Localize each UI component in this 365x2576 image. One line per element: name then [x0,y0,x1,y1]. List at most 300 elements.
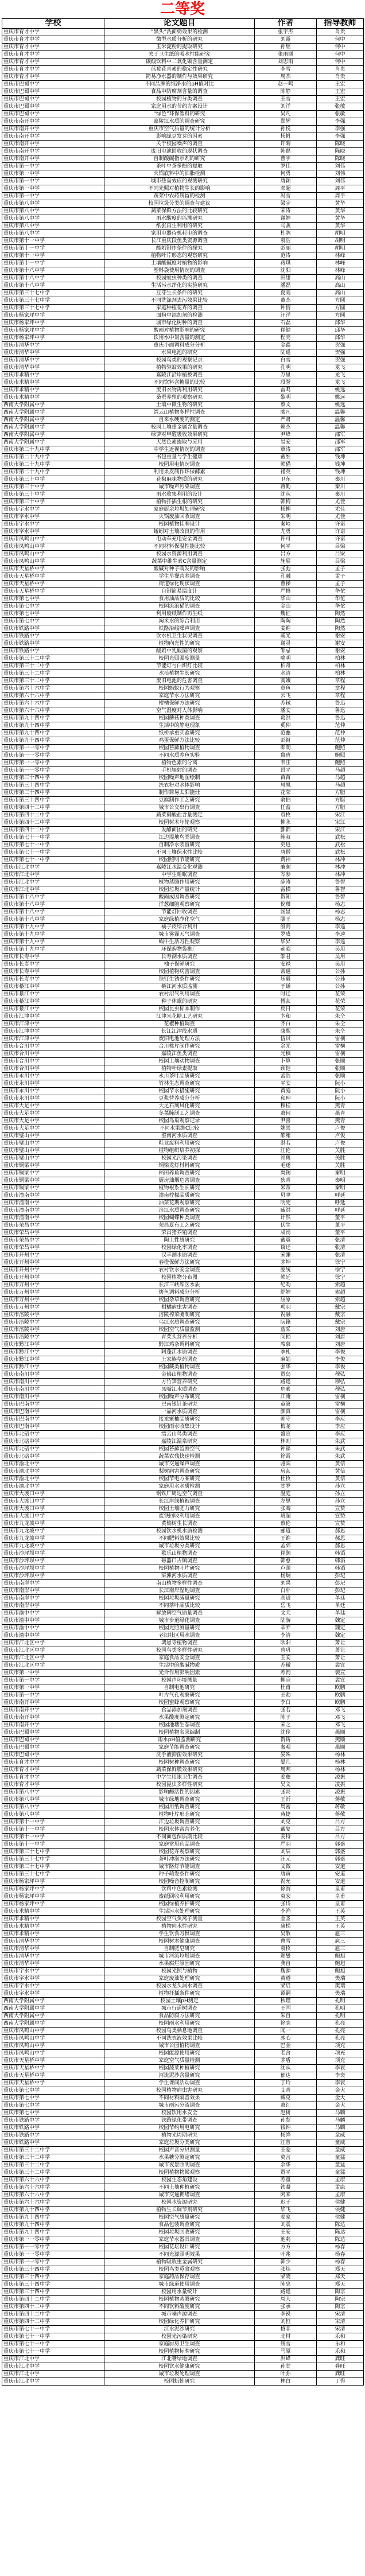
cell-school: 重庆市巴蜀中学 [2,111,104,118]
cell-paper-title: 蔬菜中农药残留的检测 [104,193,255,200]
cell-teacher: 萧让 [317,1640,364,1647]
cell-school: 重庆市第八中学 [2,1796,104,1804]
table-row [2,1863,364,1871]
cell-school: 重庆市永川中学 [2,1088,104,1095]
cell-paper-title: 校园光污染调查 [104,1155,255,1162]
cell-teacher: 林峰 [317,260,364,267]
table-row [2,946,364,954]
table-row [2,931,364,939]
cell-paper-title: 陶土性质研究 [104,1237,255,1244]
cell-paper-title: 不同光照对植物生长的影响 [104,185,255,193]
cell-author: 孙继 [255,44,317,51]
cell-teacher: 穆弘 [317,1371,364,1379]
table-row [2,968,364,976]
cell-teacher: 许诺 [317,536,364,543]
cell-author: 沈阳 [255,267,317,275]
table-row [2,1931,364,1938]
cell-teacher: 林峰 [317,267,364,275]
cell-school: 重庆市第三十七中学 [2,1871,104,1878]
table-row [2,1595,364,1602]
cell-author: 常遇 [255,968,317,976]
table-row [2,1431,364,1438]
cell-school: 重庆市巴蜀中学 [2,1744,104,1752]
cell-teacher: 李衮 [317,2065,364,2072]
cell-school: 重庆市第七十一中学 [2,842,104,849]
table-row [2,864,364,871]
cell-paper-title: 校园蚯蚓研究 [104,2378,255,2386]
cell-author: 孔明 [255,364,317,372]
cell-school: 西南大学附属中学 [2,417,104,424]
cell-paper-title: 废旧电池回收的现状调查 [104,148,255,155]
table-row [2,707,364,715]
table-row [2,357,364,364]
cell-school: 重庆市大渡口中学 [2,1513,104,1520]
cell-school: 重庆市江北中学 [2,886,104,894]
cell-teacher: 谢安 [317,648,364,655]
cell-teacher: 张顺 [317,1073,364,1080]
cell-paper-title: 校园噪声地图绘制 [104,775,255,782]
cell-teacher: 蒋敬 [317,1811,364,1819]
cell-paper-title: 校园光照测量研究 [104,1625,255,1632]
cell-author: 米芾 [255,1185,317,1192]
cell-author: 韩磊 [255,148,317,155]
cell-teacher: 杨志 [317,916,364,924]
table-row [2,1200,364,1207]
cell-teacher: 秦明 [317,1177,364,1185]
cell-school: 重庆市第六十六中学 [2,2192,104,2199]
table-row [2,111,364,118]
cell-school: 重庆市南开中学 [2,148,104,155]
cell-paper-title: 蔬菜农残快速检测 [104,1453,255,1461]
cell-author: 梁晓 [255,2274,317,2281]
cell-school: 西南大学附属中学 [2,424,104,431]
cell-paper-title: 不同面包保质期比较 [104,1834,255,1841]
table-row [2,170,364,178]
cell-author: 阿来 [255,2192,317,2199]
table-row [2,1289,364,1297]
table-row [2,879,364,886]
cell-school: 重庆市第八中学 [2,230,104,238]
cell-author: 杨绛 [255,2132,317,2139]
table-row [2,2214,364,2221]
table-row [2,2154,364,2162]
cell-paper-title: 食品中防腐剂含量的调查 [104,88,255,96]
cell-school: 重庆市合川中学 [2,1050,104,1058]
cell-author: 贺铸 [255,1737,317,1744]
cell-paper-title: 永川茶叶品质研究 [104,1073,255,1080]
cell-teacher: 彭玘 [317,1587,364,1595]
table-row [2,148,364,155]
cell-teacher: 燕顺 [317,1737,364,1744]
cell-school: 重庆市万州中学 [2,1289,104,1297]
cell-paper-title: 茶叶冲泡方法研究 [104,1856,255,1863]
table-row [2,424,364,431]
cell-teacher: 卢俊 [317,1133,364,1140]
cell-author: 倪瓒 [255,901,317,909]
cell-school: 重庆市大足中学 [2,1118,104,1125]
table-row [2,1752,364,1759]
cell-school: 重庆市杨家坪中学 [2,1893,104,1901]
cell-author: 周杰 [255,73,317,81]
cell-author: 残雪 [255,2341,317,2348]
table-row [2,1990,364,1998]
cell-paper-title: 竹林生态调查研究 [104,1080,255,1088]
cell-teacher: 章程 [317,692,364,700]
cell-school: 重庆市第三十四中学 [2,797,104,804]
cell-teacher: 柏林 [317,663,364,670]
cell-school: 重庆市潼南中学 [2,1215,104,1222]
cell-teacher: 温馨 [317,417,364,424]
cell-paper-title: 家庭种植花卉的调查 [104,305,255,312]
cell-paper-title: 水果电池的研究 [104,349,255,357]
cell-school: 重庆市第七十一中学 [2,2348,104,2356]
cell-paper-title: 食品防腐方法研究 [104,2013,255,2020]
cell-teacher: 王英 [317,1923,364,1931]
cell-school: 重庆市第九十四中学 [2,722,104,730]
awards-table [2,18,364,2386]
table-header-row [2,19,364,29]
cell-paper-title: 利用废纸制作再生纸 [104,610,255,618]
cell-teacher: 何中 [317,51,364,59]
cell-teacher: 戴宗 [317,1304,364,1312]
cell-author: 池莉 [255,2236,317,2244]
cell-teacher: 宣赞 [317,1505,364,1513]
table-row [2,2251,364,2259]
cell-author: 赵一鸣 [255,81,317,88]
cell-school: 重庆市育才中学 [2,66,104,73]
table-row [2,775,364,782]
cell-school: 重庆市第二十九中学 [2,446,104,454]
cell-school: 重庆市第十八中学 [2,916,104,924]
cell-teacher: 秦明 [317,1170,364,1177]
table-row [2,1043,364,1050]
cell-school: 重庆市第三十二中学 [2,678,104,685]
cell-author: 文徵 [255,1863,317,1871]
table-row [2,1781,364,1789]
cell-teacher: 单廷 [317,1595,364,1602]
cell-teacher: 高山 [317,275,364,282]
cell-paper-title: 发酵面团的研究 [104,827,255,834]
cell-teacher: 周平 [317,185,364,193]
cell-paper-title: 城市噪声污染调查 [104,484,255,491]
table-row [2,81,364,88]
cell-teacher: 吕方 [317,1826,364,1834]
cell-paper-title: 潼南柠檬品质研究 [104,1192,255,1200]
cell-author: 郝昭 [255,946,317,954]
table-row [2,96,364,103]
cell-paper-title: 不同洗衣液效果比较 [104,2035,255,2042]
table-row [2,1401,364,1408]
cell-teacher: 孔亮 [317,2035,364,2042]
cell-paper-title: 校园雨水利用研究 [104,2020,255,2028]
cell-author: 姚崇 [255,1125,317,1133]
cell-school: 重庆市铜梁中学 [2,1177,104,1185]
cell-school: 重庆市第一中学 [2,1684,104,1692]
cell-paper-title: 不同土壤保水性比较 [104,849,255,857]
cell-paper-title: 柑橘保鲜方法研究 [104,700,255,707]
table-row [2,2102,364,2110]
cell-teacher: 黄信 [317,1476,364,1483]
cell-teacher: 张敏 [317,103,364,111]
cell-school: 重庆市南开中学 [2,1722,104,1729]
cell-paper-title: 家庭空气质量检测 [104,2057,255,2065]
table-row [2,1692,364,1699]
cell-teacher: 吴用 [317,961,364,968]
table-row [2,924,364,931]
cell-paper-title: 洗衣粉对水体影响 [104,782,255,789]
table-row [2,2199,364,2207]
cell-teacher: 宣赞 [317,1520,364,1528]
cell-author: 崔健 [255,327,317,334]
table-row [2,618,364,625]
cell-school: 西南大学附属中学 [2,2013,104,2020]
cell-author: 汪洋 [255,312,317,320]
cell-paper-title: 校园池塘生态调查 [104,1722,255,1729]
cell-paper-title: 火锅废油回收调查 [104,513,255,521]
table-row [2,1476,364,1483]
cell-author: 傅玄 [255,998,317,1006]
cell-paper-title: 食品添加剂调查 [104,1707,255,1714]
cell-author: 萧红 [255,2102,317,2110]
table-row [2,901,364,909]
table-row [2,402,364,409]
cell-school: 重庆市第十一中学 [2,1834,104,1841]
table-row [2,1371,364,1379]
cell-author: 陈子 [255,1714,317,1722]
cell-author: 毕昇 [255,939,317,946]
table-row [2,2087,364,2095]
cell-teacher: 欧鹏 [317,1692,364,1699]
cell-teacher: 鲍旭 [317,1968,364,1975]
cell-school: 重庆市杨家坪中学 [2,1878,104,1886]
cell-teacher: 刘唐 [317,1326,364,1334]
cell-paper-title: 校园水资源研究 [104,2199,255,2207]
cell-teacher: 高山 [317,290,364,297]
cell-school: 重庆市第十八中学 [2,909,104,916]
cell-teacher: 金大 [317,2102,364,2110]
cell-school: 重庆市凤鸣山中学 [2,2042,104,2050]
table-row [2,2013,364,2020]
cell-school: 重庆市江北中学 [2,879,104,886]
cell-teacher: 姚远 [317,387,364,394]
cell-author: 阮籍 [255,1319,317,1326]
cell-school: 重庆市第九十四中学 [2,715,104,722]
table-row [2,2326,364,2333]
cell-author: 和珅 [255,1095,317,1103]
cell-teacher: 孔明 [317,2013,364,2020]
cell-school: 重庆市育才中学 [2,73,104,81]
cell-school: 重庆市第八中学 [2,208,104,215]
cell-paper-title: 植物扦插条件研究 [104,1990,255,1998]
cell-paper-title: 缙云山鸟类调查 [104,1431,255,1438]
table-row [2,454,364,461]
cell-author: 于谦 [255,983,317,991]
cell-author: 曾巩 [255,1647,317,1655]
cell-author: 曹操 [255,581,317,588]
cell-paper-title: 荣昌夏布工艺研究 [104,1222,255,1229]
cell-school: 重庆市凤鸣山中学 [2,551,104,558]
cell-teacher: 彭玘 [317,1580,364,1587]
cell-school: 重庆市九龙坡中学 [2,1535,104,1543]
cell-paper-title: 校园土壤肥力研究 [104,1505,255,1513]
table-row [2,566,364,573]
cell-paper-title: 涪陵榨菜腌制研究 [104,1312,255,1319]
cell-school: 重庆市第七十一中学 [2,834,104,842]
cell-school: 重庆市第九十四中学 [2,2221,104,2229]
cell-teacher: 雷横 [317,1401,364,1408]
cell-author: 金山 [255,603,317,610]
table-row [2,2139,364,2147]
table-row [2,1819,364,1826]
cell-author: 陈静 [255,88,317,96]
cell-teacher: 童猛 [317,2154,364,2162]
cell-teacher: 林冲 [317,857,364,864]
cell-teacher: 孙立 [317,1483,364,1491]
cell-school: 重庆市黔江中学 [2,1364,104,1371]
cell-paper-title: 种子休眠的研究 [104,998,255,1006]
cell-author: 赵树 [255,2110,317,2117]
cell-paper-title: 家用电器待机耗电的调查 [104,230,255,238]
cell-teacher: 龙飞 [317,364,364,372]
cell-author: 毕飞 [255,2207,317,2214]
cell-teacher: 阮小 [317,1080,364,1088]
cell-paper-title: 校园节电方案研究 [104,1476,255,1483]
cell-school: 重庆市大足中学 [2,1103,104,1110]
cell-paper-title: 校园植物叶片研究 [104,1565,255,1573]
cell-teacher: 钱坤 [317,461,364,469]
cell-school: 重庆市巴蜀中学 [2,81,104,88]
cell-author: 王雪 [255,96,317,103]
cell-author: 邬君 [255,954,317,961]
cell-school: 重庆市求精中学 [2,387,104,394]
cell-school: 重庆市黔江中学 [2,1349,104,1356]
cell-school: 重庆市天星桥中学 [2,2080,104,2087]
cell-teacher: 宋江 [317,812,364,819]
cell-author: 王沂 [255,1796,317,1804]
cell-author: 柏舟 [255,663,317,670]
cell-teacher: 郝思 [317,1535,364,1543]
cell-teacher: 杨春 [317,2251,364,2259]
cell-paper-title: 洗手液抑菌效果研究 [104,1752,255,1759]
cell-paper-title: 歌乐山植物调查 [104,1550,255,1558]
cell-school: 重庆市江津中学 [2,1013,104,1021]
table-row [2,185,364,193]
cell-paper-title: 中学生睡眠调查 [104,871,255,879]
cell-author: 罗佳 [255,163,317,170]
cell-teacher: 杨春 [317,2259,364,2266]
cell-author: 格非 [255,2326,317,2333]
cell-paper-title: 校园树种调查研究 [104,1759,255,1766]
table-row [2,245,364,252]
table-row [2,1565,364,1573]
cell-school: 重庆市第六十六中学 [2,707,104,715]
cell-teacher: 孟康 [317,2192,364,2199]
cell-author: 齐白 [255,1021,317,1028]
table-row [2,417,364,424]
cell-author: 郑辉 [255,118,317,126]
cell-paper-title: 铁钉生锈条件研究 [104,976,255,983]
cell-school: 重庆市铁路中学 [2,648,104,655]
cell-author: 田甜 [255,275,317,282]
cell-paper-title: 城市河流垃圾调查 [104,1953,255,1960]
cell-school: 重庆市江北中学 [2,2363,104,2371]
cell-author: 崔颢 [255,1550,317,1558]
table-row [2,297,364,305]
cell-author: 危素 [255,1386,317,1394]
cell-paper-title: 校园绿化养护研究 [104,2318,255,2326]
cell-school: 重庆市第八中学 [2,223,104,230]
cell-author: 王蒙 [255,2147,317,2154]
cell-author: 王安 [255,1655,317,1662]
cell-author: 安禄 [255,961,317,968]
table-row [2,1923,364,1931]
cell-paper-title: 种子萌发条件研究 [104,1871,255,1878]
cell-paper-title: 蔬菜保鲜方法的比较研究 [104,208,255,215]
cell-school: 重庆市长寿中学 [2,954,104,961]
cell-teacher: 郑天 [317,2266,364,2274]
cell-teacher: 戴宗 [317,1312,364,1319]
cell-author: 廖凡 [255,409,317,417]
cell-paper-title: 校园垃圾减量研究 [104,1595,255,1602]
cell-paper-title: 校园植物病虫害研究 [104,2087,255,2095]
table-row [2,327,364,334]
table-row [2,1975,364,1983]
table-row [2,1960,364,1968]
cell-paper-title: 金佛山植物调查 [104,1371,255,1379]
cell-teacher: 孙立 [317,1498,364,1505]
cell-school: 重庆市璧山中学 [2,1140,104,1147]
cell-school: 重庆市南开中学 [2,1699,104,1707]
cell-school: 重庆市第九十四中学 [2,2207,104,2214]
cell-school: 重庆市字水中学 [2,1983,104,1990]
cell-paper-title: 校园鸟类栖息地调查 [104,2028,255,2035]
cell-school: 重庆市铁路中学 [2,625,104,633]
cell-school: 重庆市第十九中学 [2,924,104,931]
cell-teacher: 方腊 [317,797,364,804]
table-row [2,379,364,387]
cell-teacher: 侯健 [317,2214,364,2221]
cell-school: 重庆市第四十二中学 [2,2311,104,2318]
cell-school: 重庆市荣昌中学 [2,1244,104,1252]
table-row [2,842,364,849]
cell-teacher: 秦川 [317,476,364,484]
cell-teacher: 安道 [317,1871,364,1878]
cell-teacher: 李逵 [317,939,364,946]
cell-teacher: 陶宗 [317,2296,364,2303]
cell-school: 重庆市第六十六中学 [2,2177,104,2184]
table-row [2,1983,364,1990]
cell-school: 重庆市第十一中学 [2,238,104,245]
table-row [2,1244,364,1252]
cell-paper-title: 植物叶绿素提取 [104,1065,255,1073]
cell-paper-title: 校园空气负离子测量 [104,1916,255,1923]
cell-teacher: 项充 [317,2050,364,2057]
cell-author: 伍员 [255,1036,317,1043]
cell-school: 重庆市綦江中学 [2,998,104,1006]
cell-paper-title: 土壤中微生物的研究 [104,402,255,409]
cell-author: 白朴 [255,1587,317,1595]
cell-teacher: 陶然 [317,625,364,633]
cell-paper-title: 酸雨成因调查研究 [104,894,255,901]
table-row [2,2378,364,2386]
cell-author: 林则 [255,1438,317,1446]
cell-paper-title: 学生早餐营养调查 [104,573,255,581]
cell-author: 晏几 [255,1759,317,1766]
table-row [2,2184,364,2192]
cell-school: 重庆市第一一零中学 [2,752,104,760]
cell-paper-title: 植物叶片形态的观察研究 [104,252,255,260]
cell-author: 袁浩 [255,238,317,245]
